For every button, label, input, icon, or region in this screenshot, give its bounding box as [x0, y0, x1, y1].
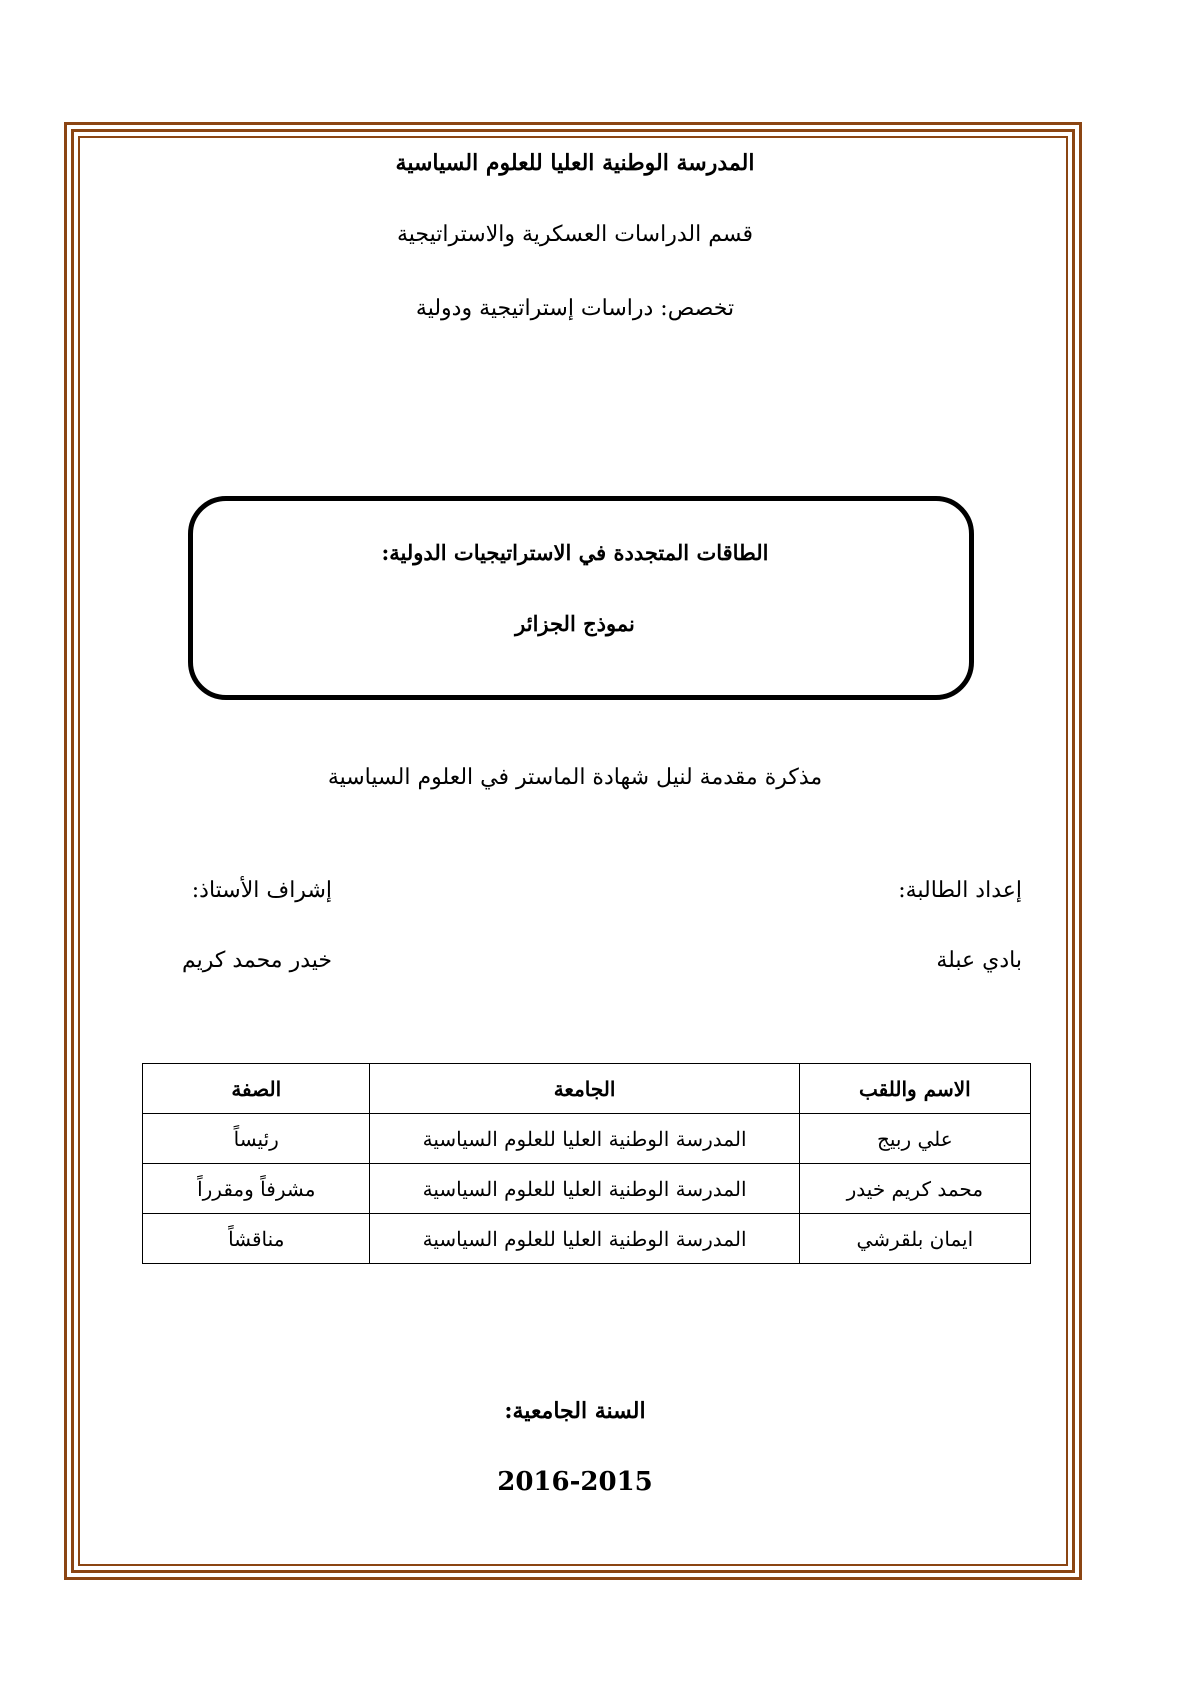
table-row — [143, 1214, 1031, 1264]
school-name: المدرسة الوطنية العليا للعلوم السياسية — [395, 150, 755, 176]
student-name: بادي عبلة — [936, 948, 1022, 973]
supervisor-name: خيدر محمد كريم — [181, 948, 332, 973]
academic-year: 2016-2015 — [497, 1467, 653, 1497]
member-university: المدرسة الوطنية العليا للعلوم السياسية — [370, 1164, 799, 1214]
academic-year-label: السنة الجامعية: — [504, 1398, 646, 1424]
header-name: الاسم واللقب — [799, 1064, 1030, 1114]
page-border-inner — [78, 136, 1068, 1566]
table-row — [143, 1114, 1031, 1164]
member-role: رئيساً — [143, 1114, 370, 1164]
thesis-title-box — [188, 496, 974, 700]
committee-header-row — [143, 1064, 1031, 1114]
department-name: قسم الدراسات العسكرية والاستراتيجية — [397, 222, 753, 247]
specialization: تخصص: دراسات إستراتيجية ودولية — [415, 296, 735, 321]
member-name: علي ربيج — [799, 1114, 1030, 1164]
member-role: مناقشاً — [143, 1214, 370, 1264]
supervisor-label: إشراف الأستاذ: — [191, 878, 332, 903]
member-name: ايمان بلقرشي — [799, 1214, 1030, 1264]
header-university: الجامعة — [370, 1064, 799, 1114]
table-row — [143, 1164, 1031, 1214]
header-role: الصفة — [143, 1064, 370, 1114]
member-university: المدرسة الوطنية العليا للعلوم السياسية — [370, 1214, 799, 1264]
thesis-title-line1: الطاقات المتجددة في الاستراتيجيات الدولية: — [381, 540, 769, 565]
student-label: إعداد الطالبة: — [898, 878, 1022, 903]
member-university: المدرسة الوطنية العليا للعلوم السياسية — [370, 1114, 799, 1164]
committee-table — [142, 1063, 1031, 1264]
member-role: مشرفاً ومقرراً — [143, 1164, 370, 1214]
thesis-title-line2: نموذج الجزائر — [515, 611, 635, 636]
member-name: محمد كريم خيدر — [799, 1164, 1030, 1214]
memo-statement: مذكرة مقدمة لنيل شهادة الماستر في العلوم السياسية — [327, 765, 823, 790]
